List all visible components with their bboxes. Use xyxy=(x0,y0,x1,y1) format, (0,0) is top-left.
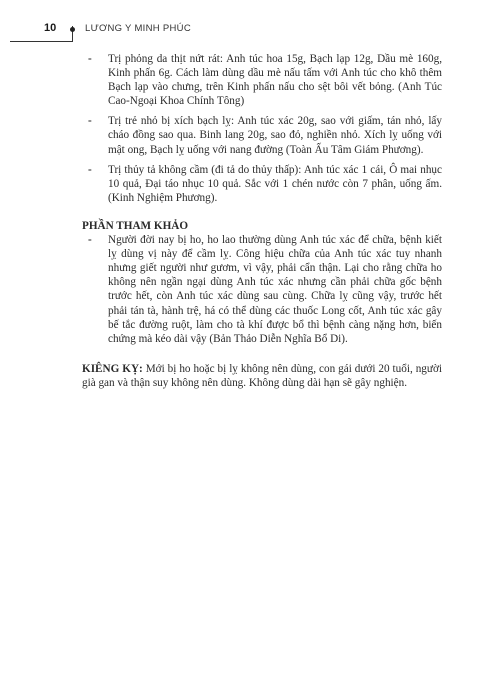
page-number: 10 xyxy=(44,22,57,34)
list-item xyxy=(82,52,442,108)
caution-text: Mới bị ho hoặc bị lỵ không nên dùng, con gái dưới 20 tuổi, người già gan và thận suy không nên dùng. Không dùng dài hạn sẽ gây nghiện. xyxy=(82,362,442,389)
remedy-list xyxy=(82,52,442,205)
author-name: LƯƠNG Y MINH PHÚC xyxy=(85,23,191,34)
list-item-text: Trị phỏng da thịt nứt rát: Anh túc hoa 15g, Bạch lạp 12g, Dầu mè 160g, Kinh phấn 6g. Cách làm dùng dầu mè nấu tấm với Anh túc cho khô thêm Bạch lạp vào chưng, trên Kinh phấn nấu cho sệt bôi vết bỏng. (Anh Túc Cao-Ngoại Khoa Chính Tông) xyxy=(108,53,442,108)
dash-bullet: - xyxy=(88,53,92,65)
list-item-text: Người đời nay bị ho, ho lao thường dùng Anh túc xác để chữa, bệnh kiết lỵ dùng vị này để cầm lỵ. Công hiệu chữa của Anh túc xác tuy nhanh nhưng giết người như gươm, vì vậy, phải cẩn thận. Lại cho rằng chữa ho không nên ngần ngại dùng Anh túc xác nhưng cần phải chữa gốc bệnh trước hết, còn Anh túc xác dùng sau cùng. Chữa lỵ cũng vậy, trước hết phải tán tà, hành trệ, há có thể dùng các thuốc Long cốt, Anh túc xác gây bế tắc đường ruột, làm cho tà khí được bổ thì bệnh càng nặng hơn, biến chứng mà kéo dài vậy (Bản Thảo Diễn Nghĩa Bổ Di). xyxy=(108,234,442,345)
list-item xyxy=(82,163,442,205)
page-body xyxy=(82,52,442,401)
caution-paragraph xyxy=(82,362,442,390)
list-item xyxy=(82,233,442,346)
list-item-text: Trị thủy tả không cầm (đi tả do thủy thấp): Anh túc xác 1 cái, Ô mai nhục 10 quả, Đại táo nhục 10 quả. Sắc với 1 chén nước còn 7 phân, uống ấm. (Kinh Nghiệm Phương). xyxy=(108,163,442,204)
caution-label: KIÊNG KỴ: xyxy=(82,362,143,375)
page-header xyxy=(0,22,490,46)
reference-list xyxy=(82,233,442,346)
dash-bullet: - xyxy=(88,163,92,176)
list-item xyxy=(82,114,442,156)
dash-bullet: - xyxy=(88,234,92,247)
header-dot-icon xyxy=(70,27,75,32)
list-item-text: Trị trẻ nhỏ bị xích bạch lỵ: Anh túc xác 20g, sao với giấm, tán nhỏ, lấy cháo đồng sao qua. Binh lang 20g, sao đỏ, nghiền nhỏ. Xích lỵ uống với mật ong, Bạch lỵ uống với nang đường (Toàn Ấu Tâm Giám Phương). xyxy=(108,115,442,156)
dash-bullet: - xyxy=(88,115,92,128)
reference-heading: PHẦN THAM KHẢO xyxy=(82,219,189,232)
header-rule xyxy=(10,41,73,42)
